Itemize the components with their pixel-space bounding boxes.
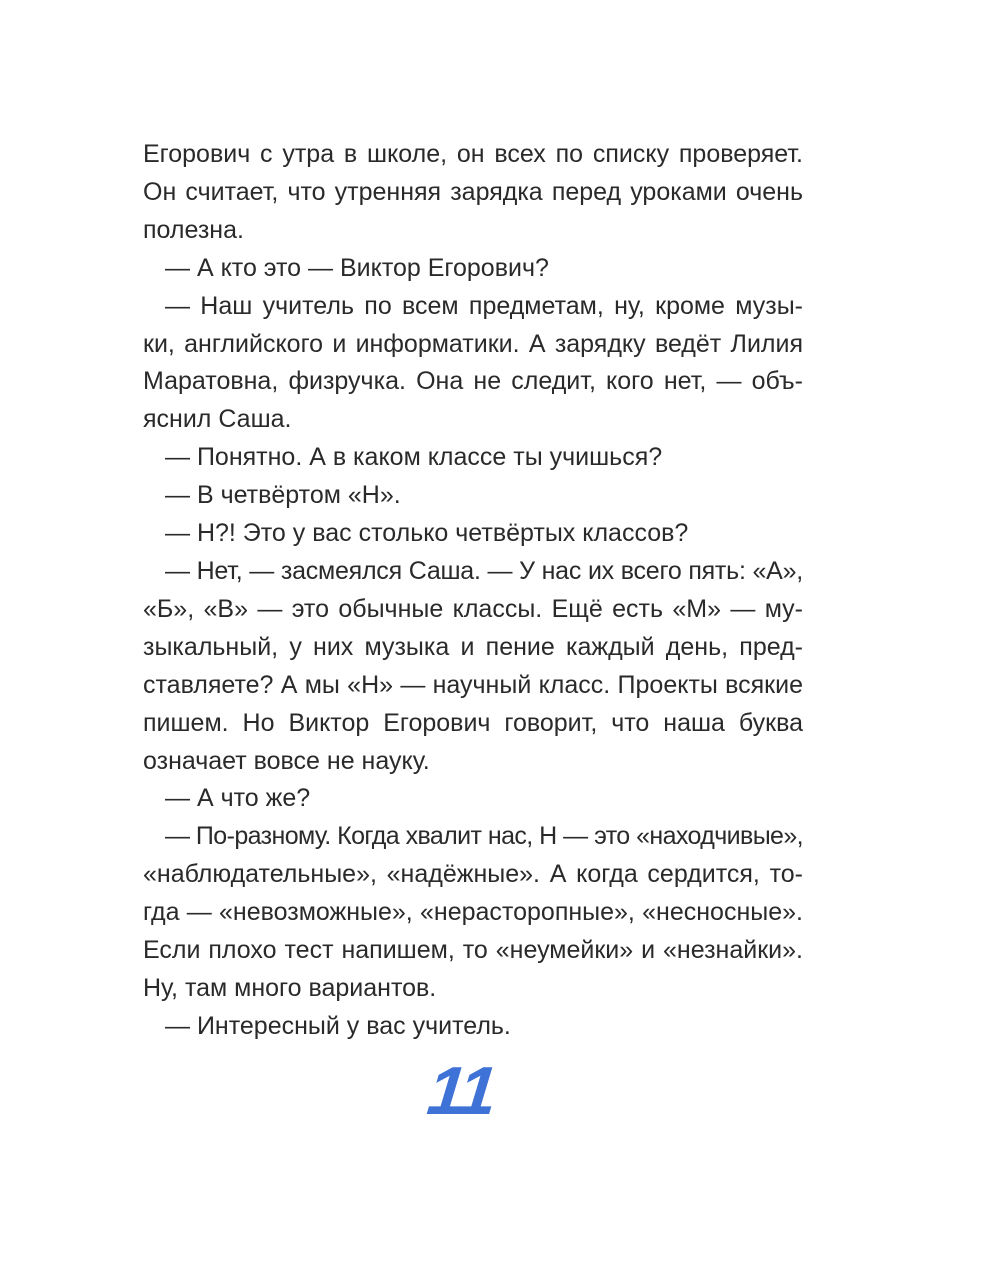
text-line: — Н?! Это у вас столько четвёртых классов? [165, 519, 689, 548]
text-line: пишем. Но Виктор Егорович говорит, что наша буква [143, 708, 803, 737]
text-line-wrapper [143, 326, 803, 364]
text-line-wrapper [143, 1008, 803, 1046]
text-line-wrapper [143, 363, 803, 401]
text-line-wrapper [143, 136, 803, 174]
text-line-wrapper [143, 515, 803, 553]
text-line-wrapper [143, 932, 803, 970]
text-line: — Интересный у вас учитель. [165, 1011, 511, 1040]
text-line-wrapper [143, 288, 803, 326]
text-line-wrapper [143, 705, 803, 743]
text-line: Ну, там много вариантов. [143, 973, 437, 1002]
text-line: «наблюдательные», «надёжные». А когда сердится, то- [143, 860, 803, 889]
text-line: Егорович с утра в школе, он всех по списку проверяет. [143, 140, 803, 168]
text-line: яснил Саша. [143, 405, 292, 434]
text-line-wrapper [143, 553, 803, 591]
body-text [143, 136, 803, 1046]
text-line-wrapper [143, 477, 803, 515]
text-line: — Наш учитель по всем предметам, ну, кроме музы- [165, 291, 803, 320]
text-line: Если плохо тест напишем, то «неумейки» и «незнайки». [143, 936, 803, 965]
text-line-wrapper [143, 970, 803, 1008]
text-line-wrapper [143, 856, 803, 894]
text-line-wrapper [143, 818, 803, 856]
text-line-wrapper [143, 439, 803, 477]
text-line-wrapper [143, 667, 803, 705]
text-line-wrapper [143, 174, 803, 212]
text-line-wrapper [143, 401, 803, 439]
text-line: гда — «невозможные», «нерасторопные», «несносные». [143, 898, 803, 927]
text-line: Он считает, что утренняя зарядка перед уроками очень [143, 177, 803, 206]
text-line-wrapper [143, 250, 803, 288]
text-line-wrapper [143, 894, 803, 932]
text-line: «Б», «В» — это обычные классы. Ещё есть «М» — му- [143, 594, 803, 623]
text-line-wrapper [143, 591, 803, 629]
text-line: полезна. [143, 215, 244, 244]
text-line: — По-разному. Когда хвалит нас, Н — это «находчивые», [165, 822, 803, 851]
text-line: — Нет, — засмеялся Саша. — У нас их всего пять: «А», [165, 556, 803, 585]
page-number: 11 [424, 1053, 499, 1129]
text-line: — Понятно. А в каком классе ты учишься? [165, 443, 663, 472]
text-line: зыкальный, у них музыка и пение каждый день, пред- [143, 632, 803, 661]
text-line: Маратовна, физручка. Она не следит, кого нет, — объ- [143, 367, 803, 396]
text-line-wrapper [143, 629, 803, 667]
text-line: — А что же? [165, 784, 311, 813]
text-line: ставляете? А мы «Н» — научный класс. Проекты всякие [143, 670, 803, 699]
text-line: — А кто это — Виктор Егорович? [165, 253, 549, 282]
text-line-wrapper [143, 212, 803, 250]
text-line: означает вовсе не науку. [143, 746, 430, 775]
text-line: ки, английского и информатики. А зарядку ведёт Лилия [143, 329, 803, 358]
text-line-wrapper [143, 780, 803, 818]
text-line: — В четвёртом «Н». [165, 481, 401, 510]
text-line-wrapper [143, 743, 803, 781]
